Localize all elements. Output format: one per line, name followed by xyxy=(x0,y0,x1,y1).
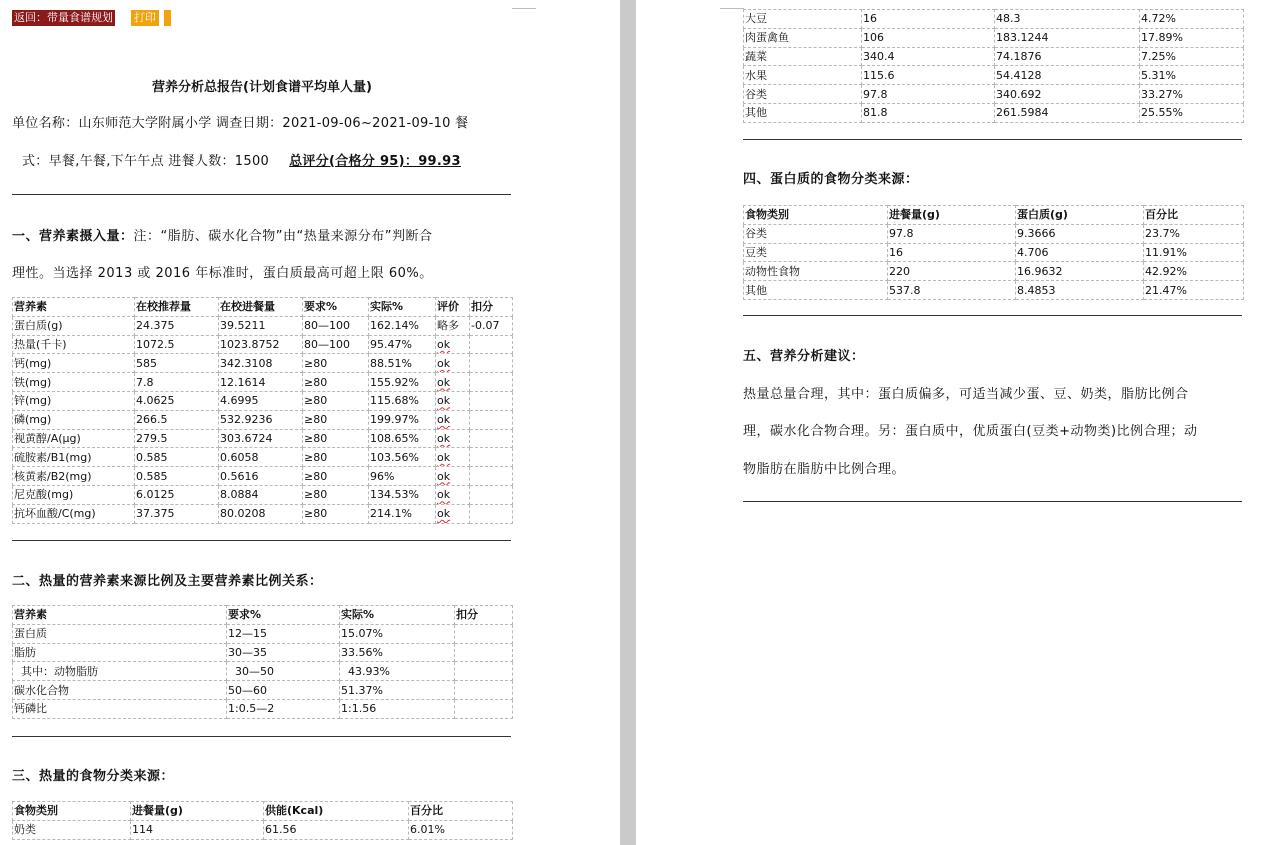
report-info-line-1: 单位名称：山东师范大学附属小学 调查日期：2021-09-06~2021-09-10 餐 xyxy=(12,116,469,131)
table-cell: 54.4128 xyxy=(995,66,1140,85)
col-header: 营养素 xyxy=(13,606,227,625)
table-row xyxy=(13,410,513,429)
col-header: 供能(Kcal) xyxy=(264,802,409,821)
total-score: 总评分(合格分 95)：99.93 xyxy=(289,154,461,169)
col-header: 食物类别 xyxy=(13,802,131,821)
table-cell: 340.4 xyxy=(862,47,995,66)
table-cell: ok xyxy=(436,373,470,392)
table-cell: ≥80 xyxy=(303,467,369,486)
back-to-menu-plan-button[interactable]: 返回：带量食谱规划 xyxy=(14,11,113,24)
table-cell: 33.27% xyxy=(1140,85,1244,104)
table-row xyxy=(13,429,513,448)
section5-heading: 五、营养分析建议： xyxy=(743,349,865,364)
row-label-cell: 蛋白质 xyxy=(13,624,227,643)
table-cell: 95.47% xyxy=(369,335,436,354)
row-label-cell: 蛋白质(g) xyxy=(13,316,135,335)
table-cell: 6.01% xyxy=(409,820,513,839)
divider xyxy=(743,315,1242,316)
table-row xyxy=(744,262,1244,281)
table-cell xyxy=(470,429,513,448)
table-cell: 12—15 xyxy=(227,624,340,643)
col-header: 食物类别 xyxy=(744,206,888,225)
table-cell: ≥80 xyxy=(303,448,369,467)
section1-heading-line xyxy=(12,225,432,244)
table-cell: 1:1.56 xyxy=(340,699,455,718)
table-cell: 51.37% xyxy=(340,681,455,700)
table-cell xyxy=(470,373,513,392)
table-cell: 199.97% xyxy=(369,410,436,429)
table-cell: 4.706 xyxy=(1016,243,1144,262)
report-page-right xyxy=(636,0,1282,845)
table-cell: 106 xyxy=(862,28,995,47)
advice-line-2: 理，碳水化合物合理。另：蛋白质中，优质蛋白(豆类+动物类)比例合理；动 xyxy=(743,424,1198,439)
table-cell: ok xyxy=(436,448,470,467)
table-row xyxy=(744,224,1244,243)
col-header: 评价 xyxy=(436,298,470,317)
col-header: 营养素 xyxy=(13,298,135,317)
col-header: 在校推荐量 xyxy=(135,298,219,317)
table-cell: ok xyxy=(436,429,470,448)
row-label-cell: 奶类 xyxy=(13,820,131,839)
advice-line-1: 热量总量合理，其中：蛋白质偏多，可适当减少蛋、豆、奶类，脂肪比例合 xyxy=(743,387,1189,402)
divider xyxy=(743,501,1242,502)
table-cell: ok xyxy=(436,391,470,410)
table-row xyxy=(13,354,513,373)
table-row xyxy=(744,103,1244,122)
page-gutter xyxy=(620,0,636,845)
row-label-cell: 肉蛋禽鱼 xyxy=(744,28,862,47)
table-cell: 5.31% xyxy=(1140,66,1244,85)
table-cell: 279.5 xyxy=(135,429,219,448)
table-cell xyxy=(455,681,513,700)
report-page-left xyxy=(0,0,620,845)
table-cell: 16.9632 xyxy=(1016,262,1144,281)
col-header: 进餐量(g) xyxy=(888,206,1016,225)
table-cell: 585 xyxy=(135,354,219,373)
table-cell: 6.0125 xyxy=(135,485,219,504)
table-cell: 80—100 xyxy=(303,335,369,354)
table-row xyxy=(13,335,513,354)
table-cell: 7.25% xyxy=(1140,47,1244,66)
table-cell xyxy=(470,410,513,429)
table-cell: 4.0625 xyxy=(135,391,219,410)
table-cell: 4.72% xyxy=(1140,10,1244,29)
table-cell: 81.8 xyxy=(862,103,995,122)
row-label-cell: 大豆 xyxy=(744,10,862,29)
row-label-cell: 钙磷比 xyxy=(13,699,227,718)
meal-info: 式：早餐,午餐,下午午点 进餐人数：1500 xyxy=(22,154,270,169)
table-cell: ≥80 xyxy=(303,354,369,373)
table-cell: ok xyxy=(436,467,470,486)
divider xyxy=(743,139,1242,140)
table-cell: 8.0884 xyxy=(219,485,303,504)
row-label-cell: 谷类 xyxy=(744,85,862,104)
table-row xyxy=(744,10,1244,29)
table-cell: 9.3666 xyxy=(1016,224,1144,243)
toolbar-extra-button[interactable] xyxy=(164,10,171,26)
table-cell xyxy=(470,391,513,410)
table-row xyxy=(13,467,513,486)
row-label-cell: 水果 xyxy=(744,66,862,85)
col-header: 在校进餐量 xyxy=(219,298,303,317)
table-cell xyxy=(455,662,513,681)
col-header: 百分比 xyxy=(409,802,513,821)
table-row xyxy=(13,448,513,467)
section4-heading: 四、蛋白质的食物分类来源： xyxy=(743,172,919,187)
col-header: 实际% xyxy=(369,298,436,317)
table-cell: 1023.8752 xyxy=(219,335,303,354)
table-cell xyxy=(470,335,513,354)
table-cell: 48.3 xyxy=(995,10,1140,29)
table-cell: 24.375 xyxy=(135,316,219,335)
table-header-row xyxy=(13,606,513,625)
table-cell: 115.6 xyxy=(862,66,995,85)
table-cell: 97.8 xyxy=(862,85,995,104)
protein-food-source-table xyxy=(743,205,1244,300)
table-row xyxy=(13,391,513,410)
table-header-row xyxy=(744,206,1244,225)
table-cell: ok xyxy=(436,504,470,523)
table-cell: ≥80 xyxy=(303,391,369,410)
nutrient-intake-table xyxy=(12,297,513,524)
table-cell: 61.56 xyxy=(264,820,409,839)
energy-food-source-table-part1 xyxy=(12,801,513,840)
table-cell: 16 xyxy=(862,10,995,29)
row-label-cell: 磷(mg) xyxy=(13,410,135,429)
table-cell: 25.55% xyxy=(1140,103,1244,122)
table-row xyxy=(13,820,513,839)
table-cell xyxy=(455,699,513,718)
table-row xyxy=(744,28,1244,47)
table-cell: 220 xyxy=(888,262,1016,281)
table-cell: 11.91% xyxy=(1144,243,1244,262)
table-cell: 532.9236 xyxy=(219,410,303,429)
table-cell: 43.93% xyxy=(340,662,455,681)
table-cell: ≥80 xyxy=(303,373,369,392)
table-cell: 37.375 xyxy=(135,504,219,523)
table-cell: ok xyxy=(436,354,470,373)
table-cell: 略多 xyxy=(436,316,470,335)
table-cell: 30—50 xyxy=(227,662,340,681)
print-button[interactable]: 打印 xyxy=(131,10,159,26)
table-cell: 80—100 xyxy=(303,316,369,335)
table-cell: 17.89% xyxy=(1140,28,1244,47)
col-header: 扣分 xyxy=(470,298,513,317)
row-label-cell: 其他 xyxy=(744,103,862,122)
table-cell: ≥80 xyxy=(303,485,369,504)
table-cell: 88.51% xyxy=(369,354,436,373)
row-label-cell: 铁(mg) xyxy=(13,373,135,392)
divider xyxy=(12,540,511,541)
table-cell: ≥80 xyxy=(303,504,369,523)
table-header-row xyxy=(13,298,513,317)
table-cell: 108.65% xyxy=(369,429,436,448)
row-label-cell: 其中：动物脂肪 xyxy=(13,662,227,681)
table-cell: 7.8 xyxy=(135,373,219,392)
section3-heading: 三、热量的食物分类来源： xyxy=(12,769,175,784)
table-row xyxy=(13,662,513,681)
advice-line-3: 物脂肪在脂肪中比例合理。 xyxy=(743,462,906,477)
table-cell xyxy=(470,467,513,486)
table-cell: ok xyxy=(436,410,470,429)
row-label-cell: 碳水化合物 xyxy=(13,681,227,700)
col-header: 要求% xyxy=(303,298,369,317)
divider xyxy=(12,194,511,195)
table-cell: 4.6995 xyxy=(219,391,303,410)
col-header: 要求% xyxy=(227,606,340,625)
row-label-cell: 抗坏血酸/C(mg) xyxy=(13,504,135,523)
section2-heading: 二、热量的营养素来源比例及主要营养素比例关系： xyxy=(12,574,323,589)
table-cell: 1072.5 xyxy=(135,335,219,354)
table-cell: 96% xyxy=(369,467,436,486)
table-row xyxy=(744,47,1244,66)
table-cell xyxy=(470,448,513,467)
table-row xyxy=(13,504,513,523)
row-label-cell: 其他 xyxy=(744,281,888,300)
col-header: 扣分 xyxy=(455,606,513,625)
row-label-cell: 核黄素/B2(mg) xyxy=(13,467,135,486)
table-row xyxy=(13,485,513,504)
report-title: 营养分析总报告(计划食谱平均单人量) xyxy=(152,80,372,95)
table-row xyxy=(744,281,1244,300)
table-row xyxy=(744,85,1244,104)
table-row xyxy=(744,66,1244,85)
divider xyxy=(12,736,511,737)
table-header-row xyxy=(13,802,513,821)
col-header: 实际% xyxy=(340,606,455,625)
table-cell: 39.5211 xyxy=(219,316,303,335)
table-row xyxy=(13,373,513,392)
col-header: 进餐量(g) xyxy=(131,802,264,821)
table-cell xyxy=(470,354,513,373)
row-label-cell: 硫胺素/B1(mg) xyxy=(13,448,135,467)
row-label-cell: 尼克酸(mg) xyxy=(13,485,135,504)
section1-heading: 一、营养素摄入量： xyxy=(12,229,134,244)
table-cell: 155.92% xyxy=(369,373,436,392)
page-corner-mark xyxy=(512,0,536,9)
table-cell: 266.5 xyxy=(135,410,219,429)
table-row xyxy=(13,643,513,662)
section1-note-b: 理性。当选择 2013 或 2016 年标准时，蛋白质最高可超上限 60%。 xyxy=(12,266,433,281)
row-label-cell: 锌(mg) xyxy=(13,391,135,410)
table-cell: 340.692 xyxy=(995,85,1140,104)
table-cell: 23.7% xyxy=(1144,224,1244,243)
table-cell: 1:0.5—2 xyxy=(227,699,340,718)
row-label-cell: 脂肪 xyxy=(13,643,227,662)
page-corner-mark xyxy=(720,0,744,9)
row-label-cell: 热量(千卡) xyxy=(13,335,135,354)
table-cell: ≥80 xyxy=(303,410,369,429)
table-row xyxy=(13,681,513,700)
table-cell: ≥80 xyxy=(303,429,369,448)
table-cell: 342.3108 xyxy=(219,354,303,373)
table-cell: 80.0208 xyxy=(219,504,303,523)
table-cell: -0.07 xyxy=(470,316,513,335)
table-cell: 183.1244 xyxy=(995,28,1140,47)
energy-source-ratio-table xyxy=(12,605,513,719)
table-cell: 303.6724 xyxy=(219,429,303,448)
table-cell xyxy=(470,485,513,504)
table-cell: 30—35 xyxy=(227,643,340,662)
table-cell: 15.07% xyxy=(340,624,455,643)
table-cell: 261.5984 xyxy=(995,103,1140,122)
row-label-cell: 动物性食物 xyxy=(744,262,888,281)
table-cell: 0.585 xyxy=(135,467,219,486)
table-cell: 21.47% xyxy=(1144,281,1244,300)
table-cell: 8.4853 xyxy=(1016,281,1144,300)
table-cell xyxy=(455,624,513,643)
table-cell: 97.8 xyxy=(888,224,1016,243)
col-header: 蛋白质(g) xyxy=(1016,206,1144,225)
table-row xyxy=(13,316,513,335)
row-label-cell: 豆类 xyxy=(744,243,888,262)
row-label-cell: 谷类 xyxy=(744,224,888,243)
table-cell: 50—60 xyxy=(227,681,340,700)
table-cell: 74.1876 xyxy=(995,47,1140,66)
table-cell: 114 xyxy=(131,820,264,839)
col-header: 百分比 xyxy=(1144,206,1244,225)
table-cell: 42.92% xyxy=(1144,262,1244,281)
energy-food-source-table-part2 xyxy=(743,9,1244,123)
table-row xyxy=(744,243,1244,262)
table-cell xyxy=(470,504,513,523)
table-row xyxy=(13,624,513,643)
table-cell: 0.585 xyxy=(135,448,219,467)
table-cell: 103.56% xyxy=(369,448,436,467)
table-cell: 537.8 xyxy=(888,281,1016,300)
table-cell: 16 xyxy=(888,243,1016,262)
table-cell: 134.53% xyxy=(369,485,436,504)
report-info-line-2 xyxy=(22,150,461,169)
table-cell: 0.6058 xyxy=(219,448,303,467)
table-cell: 33.56% xyxy=(340,643,455,662)
table-cell: ok xyxy=(436,335,470,354)
table-cell: 162.14% xyxy=(369,316,436,335)
table-cell: 214.1% xyxy=(369,504,436,523)
table-cell: 12.1614 xyxy=(219,373,303,392)
row-label-cell: 蔬菜 xyxy=(744,47,862,66)
row-label-cell: 钙(mg) xyxy=(13,354,135,373)
row-label-cell: 视黄醇/A(μg) xyxy=(13,429,135,448)
table-cell xyxy=(455,643,513,662)
table-row xyxy=(13,699,513,718)
table-cell: ok xyxy=(436,485,470,504)
table-cell: 0.5616 xyxy=(219,467,303,486)
section1-note-a: 注：“脂肪、碳水化合物”由“热量来源分布”判断合 xyxy=(133,229,433,244)
table-cell: 115.68% xyxy=(369,391,436,410)
